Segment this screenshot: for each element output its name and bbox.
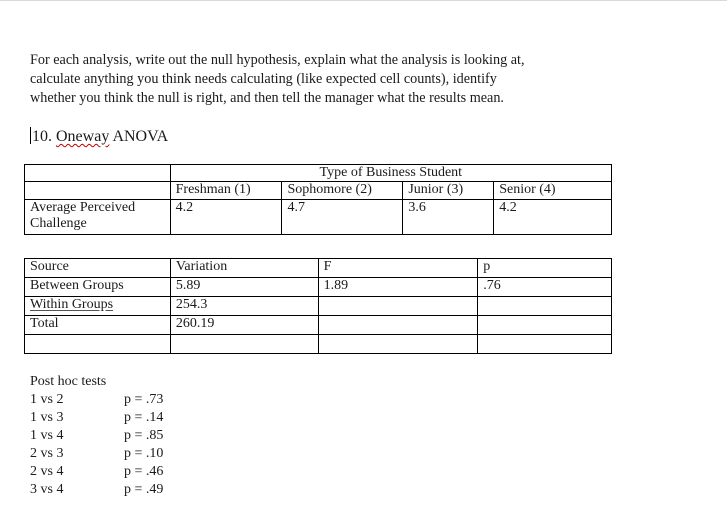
table-row <box>25 297 612 316</box>
heading-rest: ANOVA <box>112 128 169 145</box>
instructions-paragraph <box>30 51 610 108</box>
post-hoc-pair: 1 vs 2 <box>30 392 64 407</box>
post-hoc-row <box>30 409 163 427</box>
header-cell: p <box>478 259 612 278</box>
post-hoc-p: p = .14 <box>124 410 164 425</box>
table-row <box>25 200 612 235</box>
post-hoc-row <box>30 481 163 499</box>
header-cell: Variation <box>170 259 318 278</box>
post-hoc-pair: 2 vs 4 <box>30 464 64 479</box>
post-hoc-pair: 1 vs 3 <box>30 410 64 425</box>
anova-table <box>24 258 612 354</box>
table-row <box>25 182 612 200</box>
value-cell: 4.7 <box>282 200 403 235</box>
post-hoc-p: p = .73 <box>124 392 164 407</box>
value-cell: 4.2 <box>494 200 612 235</box>
f-cell: 1.89 <box>318 278 478 297</box>
table-row <box>25 278 612 297</box>
source-cell: Total <box>25 316 171 335</box>
heading-number: 10. <box>32 128 52 145</box>
top-divider <box>0 0 727 1</box>
value-cell: 3.6 <box>403 200 494 235</box>
source-cell <box>25 335 171 354</box>
group-title-cell: Type of Business Student <box>170 165 611 182</box>
table-row <box>25 165 612 182</box>
variation-cell: 254.3 <box>170 297 318 316</box>
f-cell <box>318 297 478 316</box>
group-header-cell: Freshman (1) <box>170 182 282 200</box>
p-cell <box>478 297 612 316</box>
table-cell <box>25 182 171 200</box>
instructions-line: calculate anything you think needs calculating (like expected cell counts), identify <box>30 71 497 87</box>
table-header-row <box>25 259 612 278</box>
p-cell: .76 <box>478 278 612 297</box>
p-cell <box>478 316 612 335</box>
table-row <box>25 335 612 354</box>
post-hoc-p: p = .10 <box>124 446 164 461</box>
instructions-line: For each analysis, write out the null hypothesis, explain what the analysis is looking at, <box>30 52 525 68</box>
variation-cell: 260.19 <box>170 316 318 335</box>
f-cell <box>318 335 478 354</box>
post-hoc-p: p = .46 <box>124 464 164 479</box>
post-hoc-title: Post hoc tests <box>30 374 107 389</box>
post-hoc-row <box>30 463 163 481</box>
source-cell: Within Groups <box>25 297 171 316</box>
header-cell: F <box>318 259 478 278</box>
post-hoc-row <box>30 427 163 445</box>
variation-cell: 5.89 <box>170 278 318 297</box>
table-row <box>25 316 612 335</box>
post-hoc-section <box>30 373 163 499</box>
post-hoc-pair: 3 vs 4 <box>30 482 64 497</box>
f-cell <box>318 316 478 335</box>
post-hoc-row <box>30 391 163 409</box>
group-header-cell: Senior (4) <box>494 182 612 200</box>
group-header-cell: Sophomore (2) <box>282 182 403 200</box>
table-cell <box>25 165 171 182</box>
post-hoc-pair: 1 vs 4 <box>30 428 64 443</box>
p-cell <box>478 335 612 354</box>
value-cell: 4.2 <box>170 200 282 235</box>
post-hoc-row <box>30 445 163 463</box>
means-table <box>24 164 612 235</box>
text-cursor <box>30 127 31 144</box>
group-header-cell: Junior (3) <box>403 182 494 200</box>
header-cell: Source <box>25 259 171 278</box>
row-label-cell: Average Perceived Challenge <box>25 200 171 235</box>
section-heading <box>30 127 168 146</box>
source-cell: Between Groups <box>25 278 171 297</box>
instructions-line: whether you think the null is right, and then tell the manager what the results mean. <box>30 90 504 106</box>
post-hoc-pair: 2 vs 3 <box>30 446 64 461</box>
post-hoc-p: p = .49 <box>124 482 164 497</box>
post-hoc-p: p = .85 <box>124 428 164 443</box>
heading-spellcheck-word: Oneway <box>56 128 110 145</box>
variation-cell <box>170 335 318 354</box>
